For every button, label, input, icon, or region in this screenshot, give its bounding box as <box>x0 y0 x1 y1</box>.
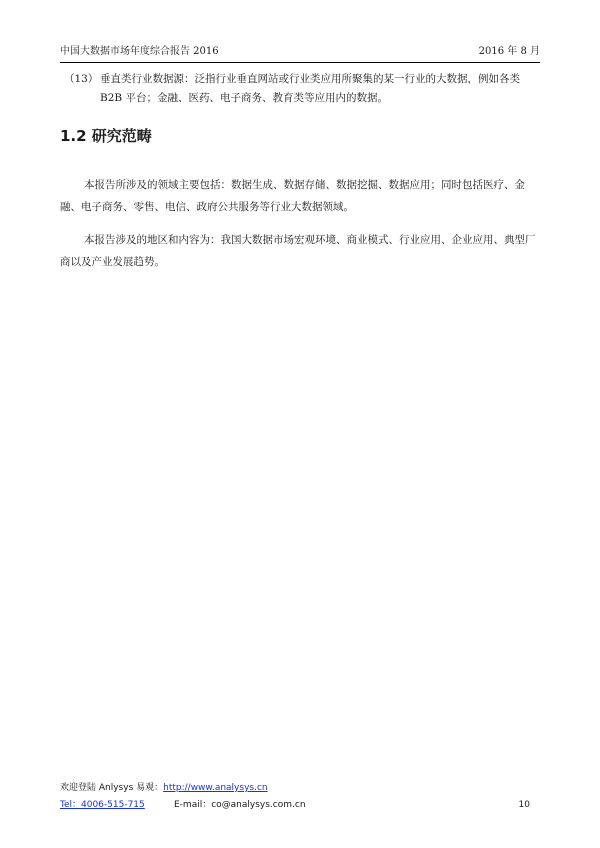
section-heading: 1.2 研究范畴 <box>60 127 152 145</box>
paragraph-regions-content: 本报告涉及的地区和内容为：我国大数据市场宏观环境、商业模式、行业应用、企业应用、典型厂商以及产业发展趋势。 <box>60 234 536 268</box>
page-number: 10 <box>518 800 530 810</box>
footer-welcome-text: 欢迎登陆 Anlysys 易观： <box>60 783 164 793</box>
list-item-13 <box>60 70 540 108</box>
paragraph-research-scope: 本报告所涉及的领域主要包括：数据生成、数据存储、数据挖掘、数据应用；同时包括医疗、金融、电子商务、零售、电信、政府公共服务等行业大数据领域。 <box>60 179 525 213</box>
footer-welcome-line <box>60 780 268 796</box>
footer-tel-link[interactable]: Tel：4006-515-715 <box>60 800 145 810</box>
list-item-number: （13） <box>64 73 99 85</box>
header-date: 2016 年 8 月 <box>478 46 540 57</box>
header-report-title: 中国大数据市场年度综合报告 2016 <box>60 46 219 57</box>
list-item-text: 垂直类行业数据源：泛指行业垂直网站或行业类应用所聚集的某一行业的大数据，例如各类 B2B 平台；金融、医药、电子商务、教育类等应用内的数据。 <box>100 73 520 104</box>
page-header <box>60 44 540 60</box>
footer-site-link[interactable]: http://www.analysys.cn <box>163 783 268 793</box>
header-divider <box>60 62 540 63</box>
footer-email: E-mail：co@analysys.com.cn <box>174 800 306 810</box>
footer-contact-line <box>60 797 540 813</box>
